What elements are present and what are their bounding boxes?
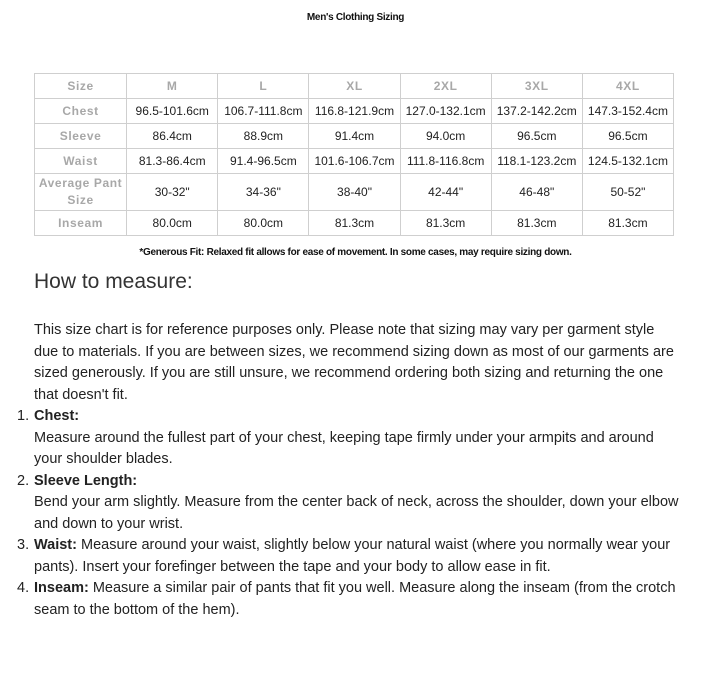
table-cell: 50-52" <box>582 174 673 211</box>
fit-note: *Generous Fit: Relaxed fit allows for ease of movement. In some cases, may require sizing down. <box>139 247 572 258</box>
table-cell: 30-32" <box>127 174 218 211</box>
column-header-size: Size <box>35 74 127 99</box>
list-number: 3. <box>17 537 30 553</box>
table-cell: 116.8-121.9cm <box>309 99 400 124</box>
list-text: Measure a similar pair of pants that fit you well. Measure along the inseam (from the crotch seam to the bottom of the hem). <box>34 580 676 618</box>
list-text: Bend your arm slightly. Measure from the center back of neck, across the shoulder, down your elbow and down to your wrist. <box>34 494 679 532</box>
table-cell: 147.3-152.4cm <box>582 99 673 124</box>
table-cell: 127.0-132.1cm <box>400 99 491 124</box>
table-cell: 118.1-123.2cm <box>491 149 582 174</box>
table-cell: 96.5-101.6cm <box>127 99 218 124</box>
table-row <box>35 124 674 149</box>
table-cell: 81.3cm <box>400 211 491 236</box>
table-cell: 86.4cm <box>127 124 218 149</box>
list-text: Measure around your waist, slightly below your natural waist (where you normally wear your pants). Insert your forefinger between the tape and your body to allow ease in fit. <box>34 537 671 575</box>
column-header: XL <box>309 74 400 99</box>
table-row <box>35 174 674 211</box>
table-cell: 88.9cm <box>218 124 309 149</box>
list-term: Sleeve Length: <box>34 472 138 489</box>
row-header-sleeve: Sleeve <box>35 124 127 149</box>
list-term: Chest: <box>34 408 80 424</box>
size-table <box>34 73 674 236</box>
table-row <box>35 211 674 236</box>
column-header: L <box>218 74 309 99</box>
table-cell: 94.0cm <box>400 124 491 149</box>
table-cell: 137.2-142.2cm <box>491 99 582 124</box>
table-cell: 106.7-111.8cm <box>218 99 309 124</box>
list-number: 4. <box>17 580 30 596</box>
table-cell: 46-48" <box>491 174 582 211</box>
intro-paragraph: This size chart is for reference purposes only. Please note that sizing may vary per garment style due to materials. If you are between sizes, we recommend sizing down as most of our garments are sized generously. If you are still unsure, we recommend ordering both sizing and returning the one that doesn't fit. <box>34 322 674 403</box>
table-header-row <box>35 74 674 99</box>
table-cell: 38-40" <box>309 174 400 211</box>
measurement-list <box>17 406 679 621</box>
row-header-chest: Chest <box>35 99 127 124</box>
how-to-measure-heading: How to measure: <box>34 270 193 293</box>
list-item-sleeve <box>17 471 679 536</box>
table-cell: 81.3-86.4cm <box>127 149 218 174</box>
table-cell: 91.4cm <box>309 124 400 149</box>
column-header: 3XL <box>491 74 582 99</box>
row-header-inseam: Inseam <box>35 211 127 236</box>
table-cell: 111.8-116.8cm <box>400 149 491 174</box>
table-cell: 91.4-96.5cm <box>218 149 309 174</box>
table-cell: 96.5cm <box>491 124 582 149</box>
table-cell: 81.3cm <box>491 211 582 236</box>
table-cell: 80.0cm <box>218 211 309 236</box>
list-term: Inseam: <box>34 580 93 596</box>
table-cell: 34-36" <box>218 174 309 211</box>
table-cell: 80.0cm <box>127 211 218 236</box>
list-item-inseam <box>17 578 679 621</box>
table-row <box>35 149 674 174</box>
column-header: M <box>127 74 218 99</box>
list-item-chest <box>17 406 679 471</box>
table-cell: 96.5cm <box>582 124 673 149</box>
table-cell: 81.3cm <box>582 211 673 236</box>
table-cell: 42-44" <box>400 174 491 211</box>
table-row <box>35 99 674 124</box>
table-cell: 81.3cm <box>309 211 400 236</box>
table-cell: 124.5-132.1cm <box>582 149 673 174</box>
page-title: Men's Clothing Sizing <box>306 12 405 23</box>
list-number: 1. <box>17 408 30 424</box>
list-number: 2. <box>17 472 30 489</box>
list-item-waist <box>17 535 679 578</box>
table-cell: 101.6-106.7cm <box>309 149 400 174</box>
list-text: Measure around the fullest part of your chest, keeping tape firmly under your armpits and around your shoulder blades. <box>34 429 654 467</box>
list-term: Waist: <box>34 537 81 553</box>
row-header-waist: Waist <box>35 149 127 174</box>
row-header-average-pant-size: Average Pant Size <box>35 174 127 211</box>
column-header: 4XL <box>582 74 673 99</box>
column-header: 2XL <box>400 74 491 99</box>
